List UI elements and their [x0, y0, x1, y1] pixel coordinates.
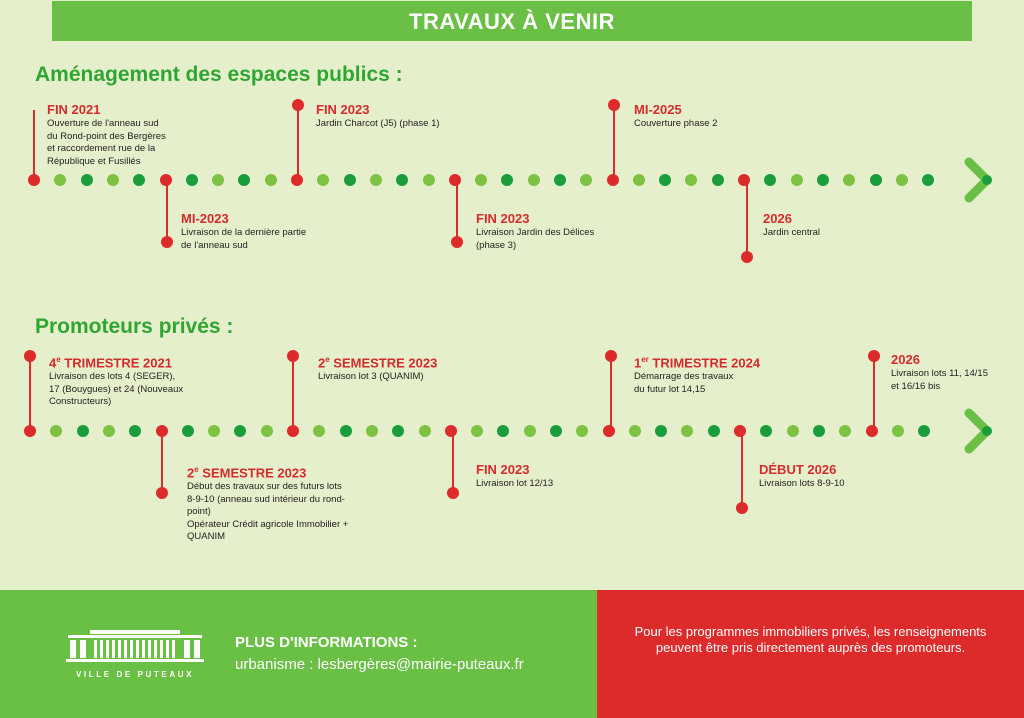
milestone-title: 2026: [891, 352, 920, 367]
timeline-dot: [107, 174, 119, 186]
timeline-dot: [265, 174, 277, 186]
timeline-dot: [475, 174, 487, 186]
milestone-end-dot: [868, 350, 880, 362]
timeline-dot: [234, 425, 246, 437]
milestone-title: FIN 2021: [47, 102, 101, 117]
milestone-title: 2e SEMESTRE 2023: [318, 355, 438, 371]
timeline-dot: [629, 425, 641, 437]
timeline-milestone-dot: [449, 174, 461, 186]
milestone-marker: [746, 180, 748, 256]
milestone-1er-trimestre-2024: [634, 352, 794, 396]
timeline-dot: [580, 174, 592, 186]
contact-email[interactable]: urbanisme : lesbergères@mairie-puteaux.fr: [235, 656, 524, 673]
milestone-marker: [33, 110, 35, 176]
timeline-dot: [370, 174, 382, 186]
milestone-line: Début des travaux sur des futurs lots: [187, 481, 342, 493]
section-title-private-developers: Promoteurs privés :: [35, 315, 234, 338]
timeline-dot: [366, 425, 378, 437]
timeline-dot: [685, 174, 697, 186]
timeline-dot: [344, 174, 356, 186]
timeline-dot: [501, 174, 513, 186]
milestone-end-dot: [736, 502, 748, 514]
milestone-line: 8-9-10 (anneau sud intérieur du rond-: [187, 493, 345, 505]
timeline-public-spaces: [0, 173, 1024, 187]
milestone-title: 2026: [763, 211, 792, 226]
timeline-dot: [870, 174, 882, 186]
milestone-line: et raccordement rue de la: [47, 143, 156, 154]
timeline-dot: [633, 174, 645, 186]
milestone-title: FIN 2023: [476, 211, 530, 226]
timeline-milestone-dot: [866, 425, 878, 437]
timeline-dot: [186, 174, 198, 186]
milestone-marker: [161, 432, 163, 492]
info-title: PLUS D'INFORMATIONS :: [235, 634, 418, 651]
logo-text: VILLE DE PUTEAUX: [75, 670, 195, 679]
milestone-fin-2023-delices: [476, 211, 626, 252]
timeline-dot: [340, 425, 352, 437]
timeline-private-developers: [0, 424, 1024, 438]
timeline-dot: [708, 425, 720, 437]
milestone-line: du Rond-point des Bergères: [47, 130, 166, 142]
timeline-dot: [497, 425, 509, 437]
timeline-dot: [423, 174, 435, 186]
timeline-dot: [208, 425, 220, 437]
timeline-dot: [576, 425, 588, 437]
timeline-dot: [77, 425, 89, 437]
milestone-line: République et Fusillés: [47, 155, 141, 167]
milestone-title: 4e TRIMESTRE 2021: [49, 355, 172, 371]
timeline-milestone-dot: [738, 174, 750, 186]
timeline-dot: [839, 425, 851, 437]
timeline-dot: [896, 174, 908, 186]
section-title-public-spaces: Aménagement des espaces publics :: [35, 63, 403, 86]
milestone-title: 1er TRIMESTRE 2024: [634, 355, 761, 371]
milestone-end-dot: [156, 487, 168, 499]
milestone-fin-2023-charcot: [316, 102, 476, 131]
timeline-dot: [787, 425, 799, 437]
timeline-dot: [659, 174, 671, 186]
milestone-line: point): [187, 506, 211, 518]
milestone-marker: [610, 360, 612, 427]
timeline-dot: [817, 174, 829, 186]
chevron-right-icon: [963, 408, 997, 454]
milestone-line: (phase 3): [476, 239, 517, 251]
timeline-dot: [655, 425, 667, 437]
timeline-dot: [760, 425, 772, 437]
milestone-end-dot: [24, 350, 36, 362]
milestone-line: du futur lot 14,15: [634, 383, 706, 395]
timeline-dot: [764, 174, 776, 186]
milestone-line: Constructeurs): [49, 396, 112, 408]
milestone-end-dot: [608, 99, 620, 111]
timeline-dot: [813, 425, 825, 437]
milestone-marker: [741, 432, 743, 508]
milestone-end-dot: [292, 99, 304, 111]
milestone-2026-lots: [891, 352, 1021, 393]
milestone-marker: [297, 110, 299, 176]
milestone-line: de l'anneau sud: [181, 239, 248, 251]
milestone-line: Livraison Jardin des Délices: [476, 227, 595, 238]
milestone-marker: [456, 180, 458, 242]
timeline-dot: [54, 174, 66, 186]
timeline-dot: [528, 174, 540, 186]
milestone-title: DÉBUT 2026: [759, 462, 837, 477]
milestone-title: FIN 2023: [316, 102, 370, 117]
milestone-mi-2025: [634, 102, 774, 131]
milestone-title: 2e SEMESTRE 2023: [187, 465, 307, 481]
timeline-dot: [392, 425, 404, 437]
milestone-title: MI-2025: [634, 102, 682, 117]
milestone-marker: [166, 180, 168, 242]
milestone-line: Livraison de la dernière partie: [181, 227, 307, 238]
timeline-dot: [554, 174, 566, 186]
timeline-dot: [317, 174, 329, 186]
footer-notice-panel: [597, 590, 1024, 718]
timeline-dot: [419, 425, 431, 437]
milestone-title: MI-2023: [181, 211, 229, 226]
private-programs-notice: Pour les programmes immobiliers privés, les renseignements peuvent être pris directement auprès des promoteurs.: [634, 624, 987, 655]
timeline-milestone-dot: [734, 425, 746, 437]
milestone-fin-2023-lot12: [476, 462, 606, 491]
milestone-fin-2021: [47, 102, 197, 168]
milestone-marker: [292, 360, 294, 427]
milestone-line: Livraison lots 8-9-10: [759, 478, 845, 489]
milestone-2e-semestre-2023-lots: [187, 462, 397, 544]
timeline-dot: [129, 425, 141, 437]
milestone-marker: [873, 360, 875, 427]
milestone-line: Couverture phase 2: [634, 118, 718, 129]
timeline-dot: [133, 174, 145, 186]
milestone-line: Ouverture de l'anneau sud: [47, 118, 159, 129]
milestone-4e-trimestre-2021: [49, 352, 219, 409]
timeline-dot: [50, 425, 62, 437]
timeline-dot: [524, 425, 536, 437]
timeline-dot: [550, 425, 562, 437]
milestone-line: Livraison des lots 4 (SEGER),: [49, 371, 176, 383]
milestone-debut-2026: [759, 462, 889, 491]
milestone-line: Livraison lot 12/13: [476, 478, 554, 489]
milestone-line: Démarrage des travaux: [634, 371, 734, 383]
timeline-dot: [313, 425, 325, 437]
milestone-marker: [452, 432, 454, 492]
milestone-line: et 16/16 bis: [891, 380, 941, 392]
timeline-dot: [892, 425, 904, 437]
timeline-dot: [261, 425, 273, 437]
milestone-2026-jardin: [763, 211, 883, 240]
milestone-end-dot: [287, 350, 299, 362]
timeline-dot: [81, 174, 93, 186]
timeline-dot: [922, 174, 934, 186]
timeline-dot: [843, 174, 855, 186]
milestone-line: Livraison lot 3 (QUANIM): [318, 371, 424, 383]
timeline-dot: [791, 174, 803, 186]
milestone-line: 17 (Bouygues) et 24 (Nouveaux: [49, 383, 184, 395]
milestone-marker: [613, 110, 615, 176]
milestone-2e-semestre-2023-lot3: [318, 352, 478, 384]
timeline-dot: [681, 425, 693, 437]
timeline-dot: [182, 425, 194, 437]
timeline-dot: [918, 425, 930, 437]
timeline-dot: [238, 174, 250, 186]
milestone-end-dot: [605, 350, 617, 362]
milestone-line: Opérateur Crédit agricole Immobilier +: [187, 518, 349, 530]
timeline-milestone-dot: [603, 425, 615, 437]
timeline-dot: [471, 425, 483, 437]
milestone-line: Jardin Charcot (J5) (phase 1): [316, 118, 440, 129]
milestone-end-dot: [161, 236, 173, 248]
milestone-line: Jardin central: [763, 227, 821, 238]
page-banner: TRAVAUX À VENIR: [52, 1, 972, 41]
milestone-title: FIN 2023: [476, 462, 530, 477]
milestone-marker: [29, 360, 31, 427]
timeline-dot: [212, 174, 224, 186]
footer-info-panel: [0, 590, 597, 718]
timeline-dot: [103, 425, 115, 437]
milestone-end-dot: [451, 236, 463, 248]
milestone-end-dot: [447, 487, 459, 499]
chevron-right-icon: [963, 157, 997, 203]
milestone-mi-2023: [181, 211, 351, 252]
timeline-milestone-dot: [445, 425, 457, 437]
milestone-line: Livraison lots 11, 14/15: [891, 368, 988, 379]
milestone-line: QUANIM: [187, 531, 225, 543]
timeline-dot: [396, 174, 408, 186]
timeline-dot: [712, 174, 724, 186]
milestone-end-dot: [741, 251, 753, 263]
